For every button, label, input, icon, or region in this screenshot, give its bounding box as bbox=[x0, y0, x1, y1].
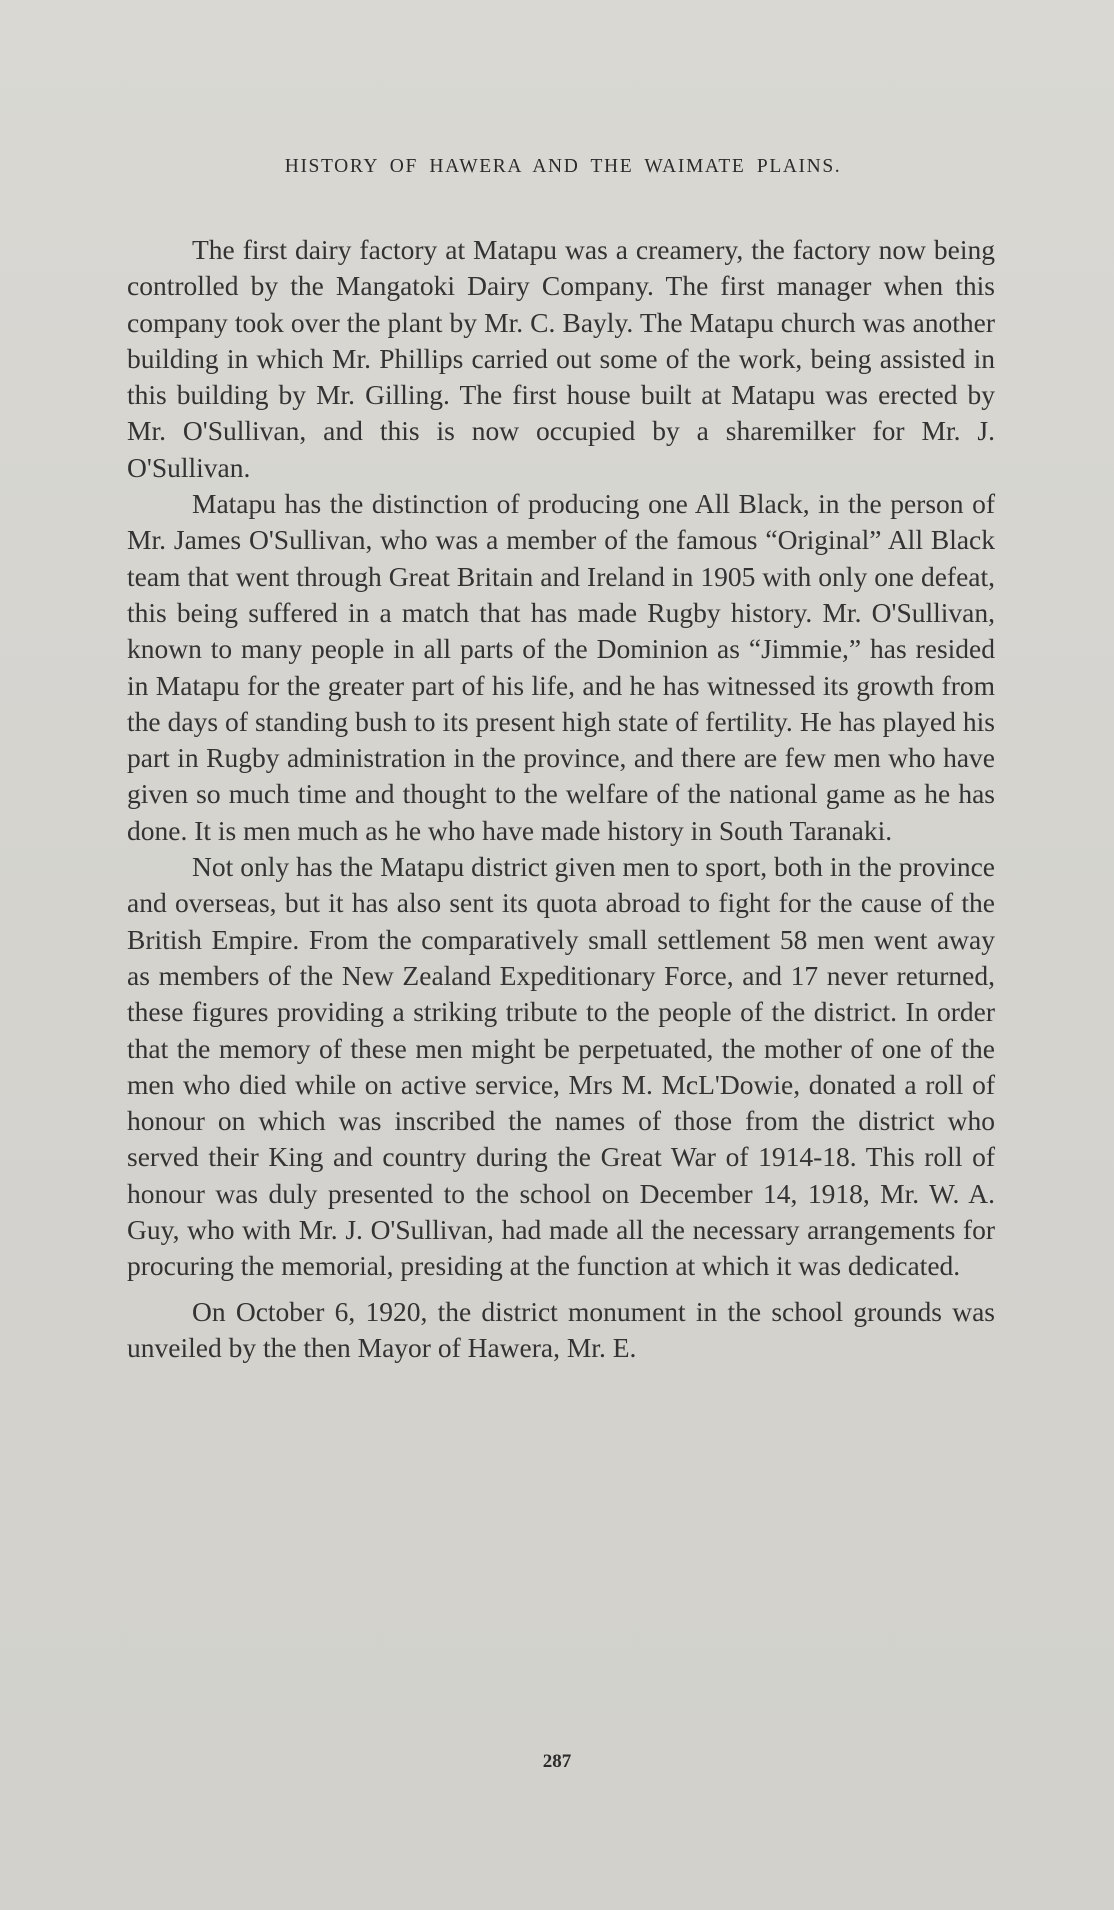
paragraph: Matapu has the distinction of producing one All Black, in the person of Mr. James O'Sullivan, who was a member of the famous “Original” All Black team that went through Great Britain and Ireland in 1905 with only one defeat, this being suffered in a match that has made Rugby history. Mr. O'Sullivan, known to many people in all parts of the Dominion as “Jimmie,” has resided in Matapu for the greater part of his life, and he has witnessed its growth from the days of standing bush to its present high state of fertility. He has played his part in Rugby administration in the province, and there are few men who have given so much time and thought to the welfare of the national game as he has done. It is men much as he who have made history in South Taranaki. bbox=[127, 488, 995, 846]
running-head: HISTORY OF HAWERA AND THE WAIMATE PLAINS. bbox=[284, 156, 842, 177]
paragraph: On October 6, 1920, the district monument in the school grounds was unveiled by the then Mayor of Hawera, Mr. E. bbox=[127, 1295, 995, 1363]
page-number: 287 bbox=[542, 1751, 572, 1772]
body-text bbox=[127, 232, 995, 1366]
paragraph: Not only has the Matapu district given men to sport, both in the province and overseas, but it has also sent its quota abroad to fight for the cause of the British Empire. From the comparatively small settlement 58 men went away as members of the New Zealand Expeditionary Force, and 17 never returned, these figures providing a striking tribute to the people of the district. In order that the memory of these men might be perpetuated, the mother of one of the men who died while on active service, Mrs M. McL'Dowie, donated a roll of honour on which was inscribed the names of those from the district who served their King and country during the Great War of 1914-18. This roll of honour was duly presented to the school on December 14, 1918, Mr. W. A. Guy, who with Mr. J. O'Sullivan, had made all the necessary arrangements for procuring the memorial, presiding at the function at which it was dedicated. bbox=[127, 851, 995, 1282]
paragraph: The first dairy factory at Matapu was a creamery, the factory now being controlled by the Mangatoki Dairy Company. The first manager when this company took over the plant by Mr. C. Bayly. The Matapu church was another building in which Mr. Phillips carried out some of the work, being assisted in this building by Mr. Gilling. The first house built at Matapu was erected by Mr. O'Sullivan, and this is now occupied by a sharemilker for Mr. J. O'Sullivan. bbox=[127, 234, 995, 483]
